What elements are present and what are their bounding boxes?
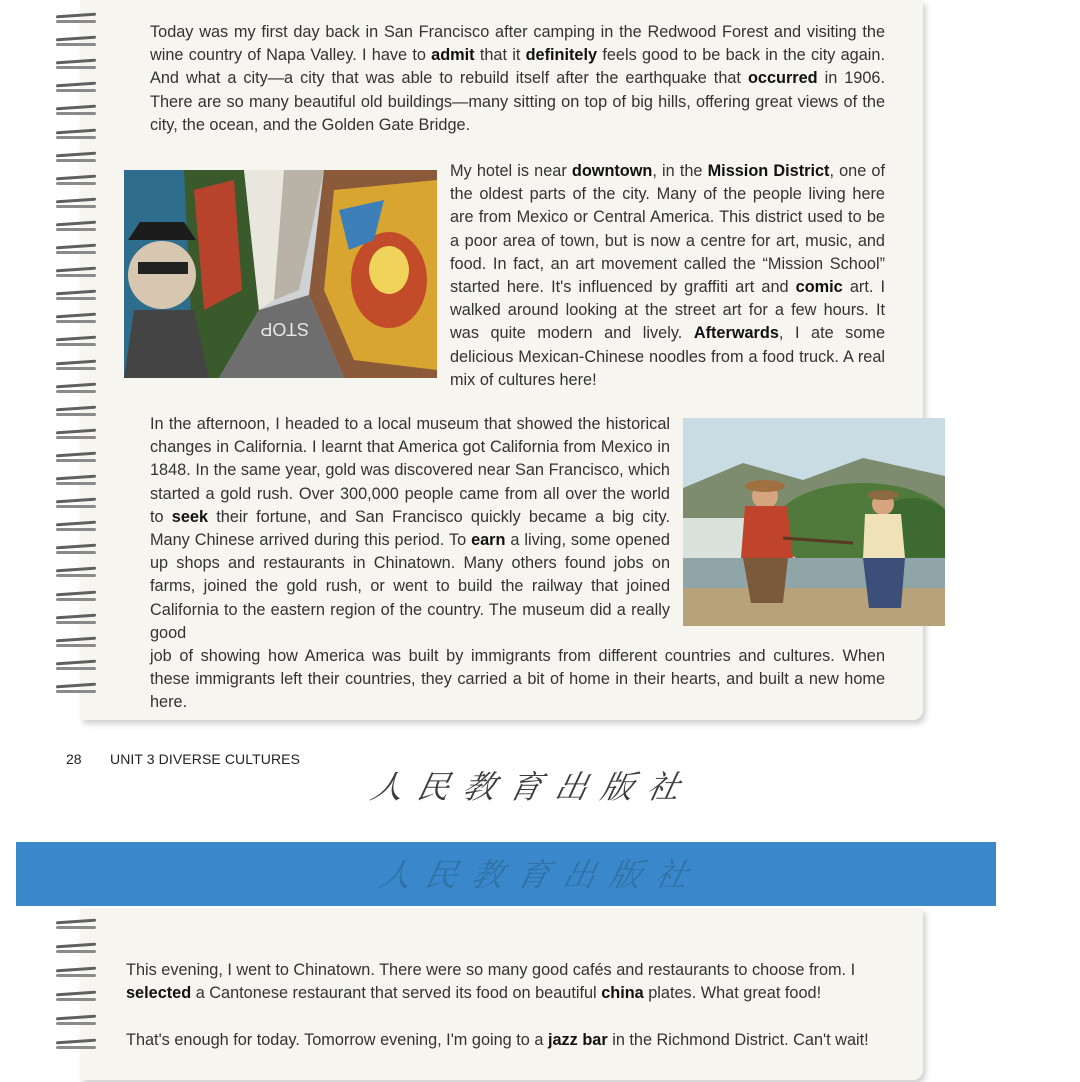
binding-ring — [52, 474, 100, 488]
text-run: , in the — [652, 162, 708, 180]
vocabulary-word: downtown — [571, 162, 653, 180]
unit-title: UNIT 3 DIVERSE CULTURES — [110, 751, 301, 767]
text-run: art. I walked around looking at the street art for a few hours. It was quite modern and lively. — [450, 278, 885, 343]
publisher-seal: 人民教育出版社 — [367, 768, 698, 806]
vocabulary-word: definitely — [525, 46, 598, 65]
binding-ring — [52, 918, 100, 932]
vocabulary-word: admit — [431, 46, 475, 65]
text-run: , I ate some delicious Mexican-Chinese noodles from a food truck. A real mix of cultures here! — [450, 324, 885, 389]
spiral-binding-top — [52, 12, 104, 712]
binding-ring — [52, 335, 100, 349]
text-run: plates. What great food! — [643, 984, 822, 1003]
text-run: Today was my first day back in San Francisco after camping in the Redwood Forest and visiting the wine country of Napa Valley. I have to — [150, 23, 885, 65]
vocabulary-word: Mission District — [707, 162, 830, 180]
paragraph-intro — [150, 21, 885, 137]
binding-ring — [52, 266, 100, 280]
binding-ring — [52, 1038, 100, 1052]
binding-ring — [52, 359, 100, 373]
text-run: in 1906. There are so many beautiful old buildings—many sitting on top of big hills, offering great views of the city, the ocean, and the Golden Gate Bridge. — [150, 69, 885, 134]
text-run: a living, some opened up shops and restaurants in Chinatown. Many others found jobs on farms, joined the gold rush, or went to build the railway that joined California to the eastern region of the country. The museum did a really good — [150, 531, 670, 642]
vocabulary-word: selected — [126, 984, 192, 1003]
binding-ring — [52, 12, 100, 26]
paragraph-mission-district — [450, 160, 885, 392]
binding-ring — [52, 405, 100, 419]
vocabulary-word: china — [601, 984, 644, 1003]
binding-ring — [52, 220, 100, 234]
binding-ring — [52, 382, 100, 396]
vocabulary-word: occurred — [747, 69, 818, 88]
binding-ring — [52, 289, 100, 303]
paragraph-museum — [150, 413, 670, 645]
text-run: in the Richmond District. Can't wait! — [607, 1031, 869, 1049]
binding-ring — [52, 428, 100, 442]
spiral-binding-bottom — [52, 918, 104, 1068]
binding-ring — [52, 543, 100, 557]
binding-ring — [52, 497, 100, 511]
vocabulary-word: earn — [471, 531, 506, 550]
page-number: 28 — [66, 751, 82, 767]
binding-ring — [52, 451, 100, 465]
binding-ring — [52, 942, 100, 956]
binding-ring — [52, 35, 100, 49]
vocabulary-word: seek — [171, 507, 209, 526]
gold-rush-illustration — [683, 418, 945, 626]
paragraph-tomorrow — [126, 1029, 901, 1052]
binding-ring — [52, 990, 100, 1004]
text-run: This evening, I went to Chinatown. There were so many good cafés and restaurants to choose from. I — [126, 961, 856, 979]
binding-ring — [52, 682, 100, 696]
binding-ring — [52, 1014, 100, 1028]
mission-district-mural-photo — [124, 170, 437, 378]
binding-ring — [52, 174, 100, 188]
text-run: feels good to be back in the city again. And what a city—a city that was able to rebuild itself after the earthquake that — [150, 46, 885, 88]
text-run: In the afternoon, I headed to a local museum that showed the historical changes in California. I learnt that America got California from Mexico in 1848. In the same year, gold was discovered near San Francisco, which started a gold rush. Over 300,000 people came from all over the world to — [150, 415, 670, 526]
text-run: that it — [474, 46, 526, 65]
text-run: That's enough for today. Tomorrow evening, I'm going to a — [126, 1031, 548, 1049]
vocabulary-word: comic — [795, 278, 843, 297]
binding-ring — [52, 636, 100, 650]
binding-ring — [52, 966, 100, 980]
binding-ring — [52, 659, 100, 673]
text-run: job of showing how America was built by immigrants from different countries and cultures. When these immigrants left their countries, they carried a bit of home in their hearts, and built a new home here. — [150, 647, 885, 712]
text-run: My hotel is near — [450, 162, 572, 180]
binding-ring — [52, 613, 100, 627]
binding-ring — [52, 590, 100, 604]
binding-ring — [52, 58, 100, 72]
binding-ring — [52, 312, 100, 326]
vocabulary-word: Afterwards — [693, 324, 779, 343]
publisher-seal-watermark: 人民教育出版社 — [375, 856, 706, 894]
paragraph-museum-continued — [150, 645, 885, 715]
binding-ring — [52, 128, 100, 142]
binding-ring — [52, 104, 100, 118]
binding-ring — [52, 151, 100, 165]
text-run: , one of the oldest parts of the city. Many of the people living here are from Mexico or Central America. This district used to be a poor area of town, but is now a centre for art, music, and food. In fact, an art movement called the “Mission School” started here. It's influenced by graffiti art and — [450, 162, 885, 297]
svg-text:STOP: STOP — [260, 319, 309, 339]
paragraph-chinatown — [126, 959, 901, 1005]
binding-ring — [52, 520, 100, 534]
text-run: their fortune, and San Francisco quickly became a big city. Many Chinese arrived during this period. To — [150, 507, 670, 550]
text-run: a Cantonese restaurant that served its food on beautiful — [191, 984, 602, 1003]
binding-ring — [52, 566, 100, 580]
vocabulary-word: jazz bar — [547, 1031, 608, 1049]
binding-ring — [52, 243, 100, 257]
binding-ring — [52, 81, 100, 95]
binding-ring — [52, 197, 100, 211]
